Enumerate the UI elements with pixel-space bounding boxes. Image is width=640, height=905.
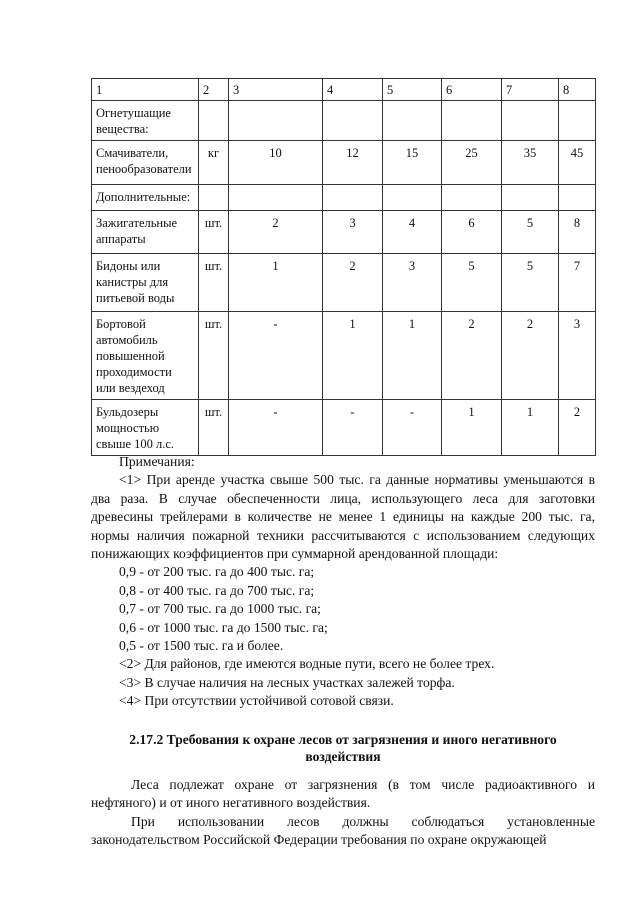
section-body (91, 776, 595, 850)
table-row (92, 211, 596, 254)
row-value-cell (502, 101, 559, 141)
row-value-cell: 10 (229, 141, 323, 185)
row-value-cell: - (323, 400, 383, 456)
row-value-cell: 1 (229, 254, 323, 312)
row-name-cell: Зажигательные аппараты (92, 211, 199, 254)
row-value-cell: 1 (383, 312, 442, 400)
row-value-cell: - (229, 312, 323, 400)
row-value-cell: 12 (323, 141, 383, 185)
row-value-cell (559, 101, 596, 141)
row-value-cell (323, 101, 383, 141)
row-value-cell: 5 (442, 254, 502, 312)
row-value-cell: 25 (442, 141, 502, 185)
row-value-cell (559, 185, 596, 211)
row-unit-cell: шт. (199, 254, 229, 312)
table-header-cell: 2 (199, 79, 229, 101)
table-notes (91, 453, 595, 711)
row-name-cell: Бидоны или канистры для питьевой воды (92, 254, 199, 312)
table-row (92, 101, 596, 141)
row-value-cell: 2 (323, 254, 383, 312)
table-header-cell: 7 (502, 79, 559, 101)
fire-equipment-norms-table (91, 78, 596, 456)
row-value-cell (229, 185, 323, 211)
row-value-cell: 15 (383, 141, 442, 185)
table-row (92, 254, 596, 312)
row-value-cell: 1 (502, 400, 559, 456)
body-paragraph: При использовании лесов должны соблюдаться установленные законодательством Российской Федерации требования по охране окружающей (91, 813, 595, 848)
table-row (92, 312, 596, 400)
row-value-cell: 3 (323, 211, 383, 254)
coefficient-item: 0,7 - от 700 тыс. га до 1000 тыс. га; (119, 601, 321, 617)
row-name-cell: Дополнительные: (92, 185, 199, 211)
row-value-cell: - (383, 400, 442, 456)
table-header-cell: 8 (559, 79, 596, 101)
table-header-cell: 6 (442, 79, 502, 101)
row-value-cell: 3 (383, 254, 442, 312)
note-3: <3> В случае наличия на лесных участках залежей торфа. (119, 674, 455, 690)
row-value-cell: 2 (502, 312, 559, 400)
row-unit-cell: шт. (199, 400, 229, 456)
row-value-cell: 2 (559, 400, 596, 456)
table-header-cell: 3 (229, 79, 323, 101)
table-row (92, 400, 596, 456)
row-value-cell (229, 101, 323, 141)
body-paragraph: Леса подлежат охране от загрязнения (в том числе радиоактивного и нефтяного) и от иного негативного воздействия. (91, 777, 595, 811)
row-value-cell: 2 (229, 211, 323, 254)
row-value-cell (442, 185, 502, 211)
table-header-row (92, 79, 596, 101)
section-heading: 2.17.2 Требования к охране лесов от загрязнения и иного негативного воздействия (129, 732, 557, 764)
row-unit-cell (199, 185, 229, 211)
notes-heading: Примечания: (119, 454, 195, 469)
row-value-cell: 7 (559, 254, 596, 312)
row-value-cell (323, 185, 383, 211)
row-value-cell: 5 (502, 211, 559, 254)
row-value-cell (502, 185, 559, 211)
row-value-cell: 3 (559, 312, 596, 400)
table-header-cell: 5 (383, 79, 442, 101)
note-4: <4> При отсутствии устойчивой сотовой связи. (119, 693, 394, 709)
table-header-cell: 1 (92, 79, 199, 101)
coefficient-item: 0,8 - от 400 тыс. га до 700 тыс. га; (119, 582, 315, 598)
row-value-cell: - (229, 400, 323, 456)
coefficient-item: 0,9 - от 200 тыс. га до 400 тыс. га; (119, 564, 315, 580)
coefficient-item: 0,6 - от 1000 тыс. га до 1500 тыс. га; (119, 619, 328, 635)
row-value-cell (442, 101, 502, 141)
row-unit-cell: кг (199, 141, 229, 185)
row-unit-cell: шт. (199, 211, 229, 254)
row-value-cell: 1 (442, 400, 502, 456)
row-name-cell: Бортовой автомобиль повышенной проходимости или вездеход (92, 312, 199, 400)
row-value-cell: 35 (502, 141, 559, 185)
table-row (92, 185, 596, 211)
coefficient-item: 0,5 - от 1500 тыс. га и более. (119, 638, 284, 654)
note-1: <1> При аренде участка свыше 500 тыс. га данные нормативы уменьшаются в два раза. В случае обеспеченности лица, использующего леса для заготовки древесины трейлерами в количестве не менее 1 единицы на каждые 200 тыс. га, нормы наличия пожарной техники рассчитываются с использованием следующих понижающих коэффициентов при суммарной арендованной площади: (91, 472, 595, 562)
row-name-cell: Огнетушащие вещества: (92, 101, 199, 141)
table-row (92, 141, 596, 185)
note-2: <2> Для районов, где имеются водные пути, всего не более трех. (119, 656, 495, 672)
row-value-cell: 45 (559, 141, 596, 185)
row-value-cell: 6 (442, 211, 502, 254)
table-header-cell: 4 (323, 79, 383, 101)
row-value-cell (383, 185, 442, 211)
row-value-cell: 5 (502, 254, 559, 312)
row-value-cell: 4 (383, 211, 442, 254)
row-value-cell (383, 101, 442, 141)
row-unit-cell (199, 101, 229, 141)
row-name-cell: Смачиватели, пенообразователи (92, 141, 199, 185)
row-unit-cell: шт. (199, 312, 229, 400)
row-value-cell: 1 (323, 312, 383, 400)
row-value-cell: 2 (442, 312, 502, 400)
row-value-cell: 8 (559, 211, 596, 254)
row-name-cell: Бульдозеры мощностью свыше 100 л.с. (92, 400, 199, 456)
